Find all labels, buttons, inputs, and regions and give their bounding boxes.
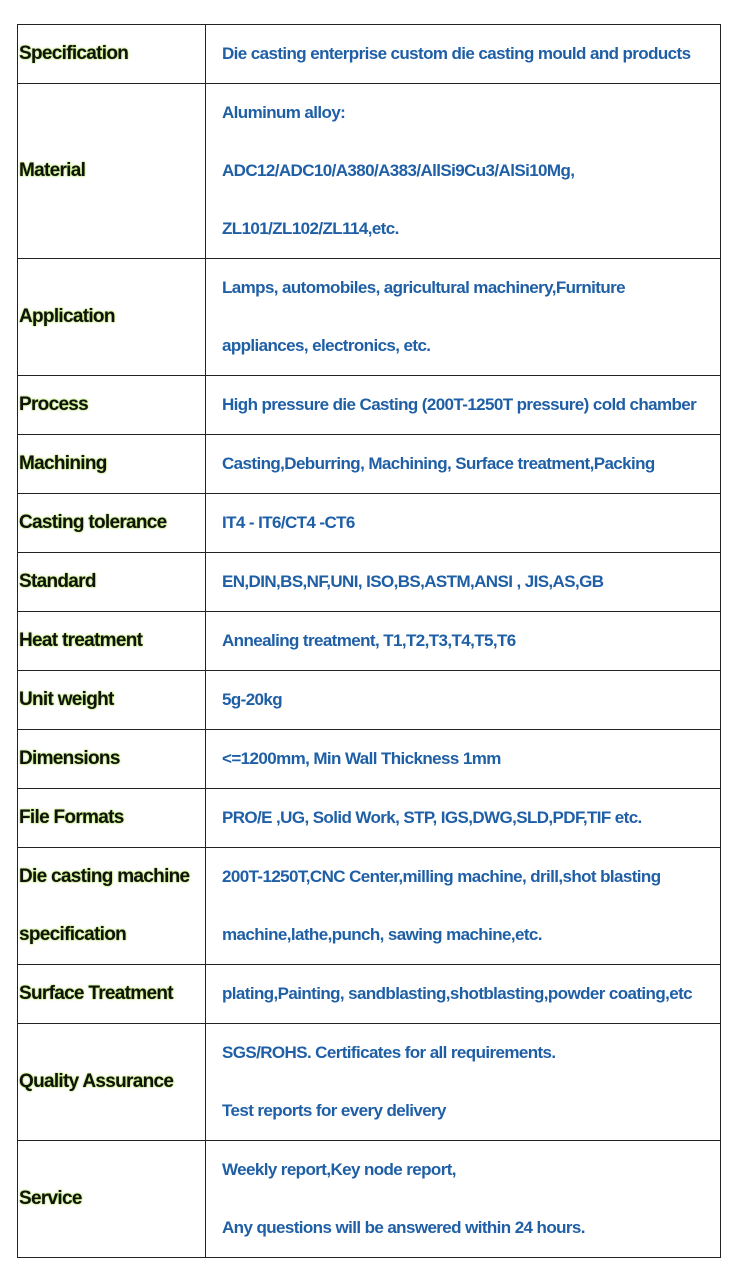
spec-label-line: Service bbox=[19, 1188, 82, 1209]
spec-value bbox=[206, 25, 721, 84]
spec-value bbox=[206, 965, 721, 1024]
spec-value bbox=[206, 612, 721, 671]
spec-label bbox=[18, 671, 206, 730]
table-row bbox=[18, 730, 721, 789]
spec-value-line: Weekly report,Key node report, bbox=[222, 1160, 456, 1179]
table-row bbox=[18, 376, 721, 435]
spec-label bbox=[18, 848, 206, 965]
spec-label bbox=[18, 553, 206, 612]
spec-label-line: File Formats bbox=[19, 807, 124, 828]
spec-value-line: plating,Painting, sandblasting,shotblasting,powder coating,etc bbox=[222, 984, 692, 1003]
table-row bbox=[18, 965, 721, 1024]
spec-value-line: ADC12/ADC10/A380/A383/AllSi9Cu3/AlSi10Mg, bbox=[222, 161, 575, 180]
spec-value-line: High pressure die Casting (200T-1250T pressure) cold chamber bbox=[222, 395, 697, 414]
spec-label-line: Unit weight bbox=[19, 689, 114, 710]
spec-value bbox=[206, 84, 721, 259]
spec-value bbox=[206, 376, 721, 435]
spec-label bbox=[18, 25, 206, 84]
spec-label-line: Material bbox=[19, 160, 86, 181]
table-row bbox=[18, 612, 721, 671]
spec-value-line: Test reports for every delivery bbox=[222, 1101, 446, 1120]
spec-label-line: Dimensions bbox=[19, 748, 120, 769]
spec-label bbox=[18, 612, 206, 671]
spec-value-line: <=1200mm, Min Wall Thickness 1mm bbox=[222, 749, 501, 768]
spec-label-line: Standard bbox=[19, 571, 96, 592]
spec-value-line: Any questions will be answered within 24 hours. bbox=[222, 1218, 585, 1237]
spec-label-line: Heat treatment bbox=[19, 630, 143, 651]
table-row bbox=[18, 259, 721, 376]
table-row bbox=[18, 553, 721, 612]
spec-label-line: Die casting machine bbox=[19, 866, 190, 887]
table-row bbox=[18, 494, 721, 553]
spec-label bbox=[18, 1024, 206, 1141]
spec-value-line: Die casting enterprise custom die casting mould and products bbox=[222, 44, 691, 63]
spec-value-line: ZL101/ZL102/ZL114,etc. bbox=[222, 219, 399, 238]
spec-value-line: Casting,Deburring, Machining, Surface treatment,Packing bbox=[222, 454, 655, 473]
spec-label bbox=[18, 730, 206, 789]
spec-label bbox=[18, 494, 206, 553]
spec-value bbox=[206, 259, 721, 376]
spec-label bbox=[18, 435, 206, 494]
spec-value-line: Lamps, automobiles, agricultural machinery,Furniture bbox=[222, 278, 626, 297]
spec-label-line: Surface Treatment bbox=[19, 983, 173, 1004]
table-row bbox=[18, 1024, 721, 1141]
spec-label bbox=[18, 789, 206, 848]
spec-label-line: Quality Assurance bbox=[19, 1071, 174, 1092]
spec-value-line: 200T-1250T,CNC Center,milling machine, drill,shot blasting bbox=[222, 867, 661, 886]
spec-label bbox=[18, 965, 206, 1024]
spec-value-line: machine,lathe,punch, sawing machine,etc. bbox=[222, 925, 542, 944]
spec-value-line: Aluminum alloy: bbox=[222, 103, 346, 122]
spec-value bbox=[206, 1024, 721, 1141]
spec-label bbox=[18, 1141, 206, 1258]
table-row bbox=[18, 848, 721, 965]
spec-value-line: PRO/E ,UG, Solid Work, STP, IGS,DWG,SLD,PDF,TIF etc. bbox=[222, 808, 642, 827]
table-row bbox=[18, 84, 721, 259]
table-row bbox=[18, 25, 721, 84]
table-row bbox=[18, 789, 721, 848]
spec-label-line: Process bbox=[19, 394, 89, 415]
spec-label bbox=[18, 84, 206, 259]
spec-value bbox=[206, 730, 721, 789]
specification-table bbox=[17, 24, 721, 1258]
spec-value bbox=[206, 848, 721, 965]
spec-value-line: SGS/ROHS. Certificates for all requirements. bbox=[222, 1043, 556, 1062]
spec-value bbox=[206, 435, 721, 494]
spec-label bbox=[18, 376, 206, 435]
spec-label bbox=[18, 259, 206, 376]
spec-value-line: IT4 - IT6/CT4 -CT6 bbox=[222, 513, 355, 532]
table-row bbox=[18, 671, 721, 730]
spec-value-line: EN,DIN,BS,NF,UNI, ISO,BS,ASTM,ANSI , JIS,AS,GB bbox=[222, 572, 604, 591]
spec-label-line: Casting tolerance bbox=[19, 512, 167, 533]
table-row bbox=[18, 1141, 721, 1258]
spec-label-line: Application bbox=[19, 306, 115, 327]
spec-value-line: appliances, electronics, etc. bbox=[222, 336, 431, 355]
spec-value bbox=[206, 789, 721, 848]
spec-label-line: Machining bbox=[19, 453, 107, 474]
spec-value bbox=[206, 494, 721, 553]
spec-label-line: Specification bbox=[19, 43, 129, 64]
table-row bbox=[18, 435, 721, 494]
spec-value-line: Annealing treatment, T1,T2,T3,T4,T5,T6 bbox=[222, 631, 516, 650]
spec-value bbox=[206, 671, 721, 730]
spec-value bbox=[206, 1141, 721, 1258]
spec-value bbox=[206, 553, 721, 612]
spec-value-line: 5g-20kg bbox=[222, 690, 283, 709]
spec-label-line: specification bbox=[19, 924, 127, 945]
